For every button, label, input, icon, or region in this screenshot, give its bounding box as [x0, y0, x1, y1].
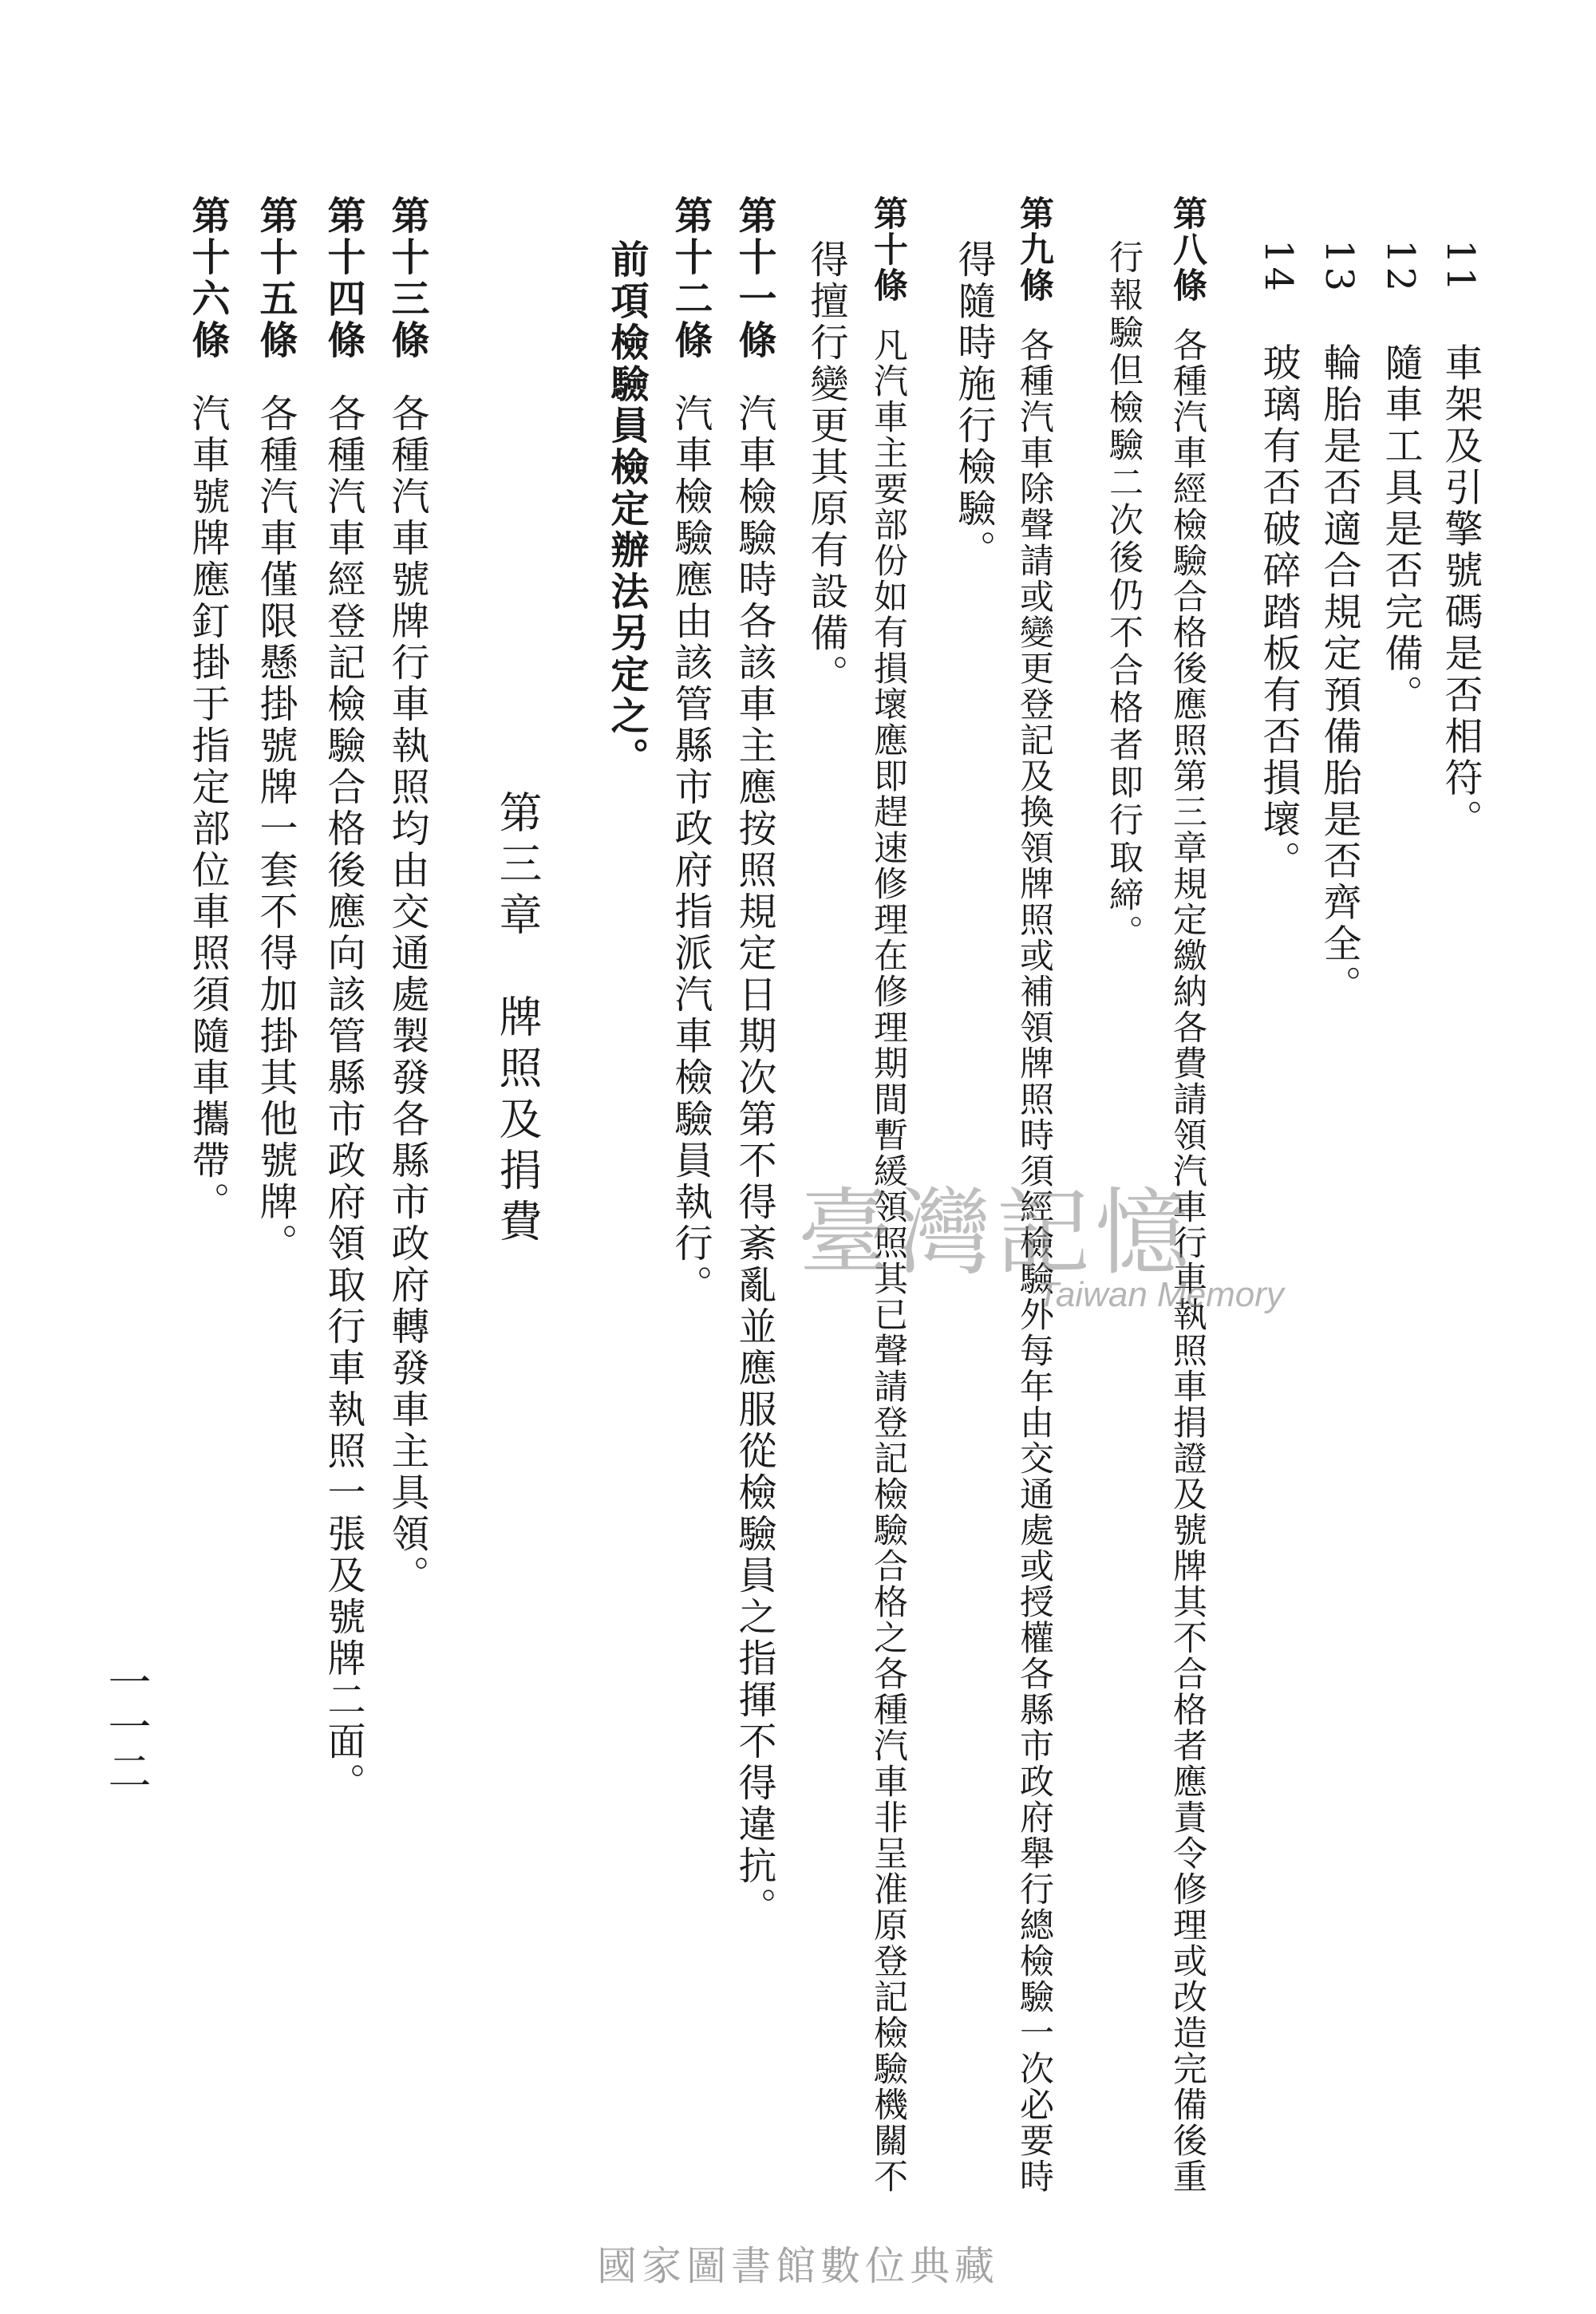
item-11-number: 11 [1438, 239, 1483, 295]
article-10-text-1: 凡汽車主要部份如有損壞應即趕速修理在修理期間暫緩領照其已聲請登記檢驗合格之各種汽車非呈准原登記檢驗機關不 [868, 327, 908, 2194]
article-14-line-1 [319, 195, 367, 1804]
article-9-text-2: 得隨時施行檢驗。 [951, 239, 996, 571]
article-13-label: 第十三條 [385, 195, 429, 361]
article-12-line-2 [602, 239, 650, 779]
article-15-line-1 [251, 195, 299, 1265]
article-12-text-2: 前項檢驗員檢定辦法另定之。 [604, 239, 649, 779]
article-16-text-1: 汽車號牌應釘掛于指定部位車照須隨車攜帶。 [185, 393, 230, 1223]
article-14-label: 第十四條 [321, 195, 365, 361]
item-12-number: 12 [1378, 239, 1423, 295]
watermark-text: 臺灣記憶 [798, 1178, 1195, 1288]
article-9-line-2 [950, 239, 998, 571]
watermark [798, 1157, 1309, 1341]
item-14-text: 玻璃有否破碎踏板有否損壞。 [1256, 342, 1301, 883]
article-16-line-1 [184, 195, 231, 1223]
article-13-text-1: 各種汽車號牌行車執照均由交通處製發各縣市政府轉發車主具領。 [385, 393, 429, 1597]
article-10-text-2: 得擅行變更其原有設備。 [804, 239, 848, 696]
article-12-text-1: 汽車檢驗應由該管縣市政府指派汽車檢驗員執行。 [668, 393, 713, 1306]
item-11-text: 車架及引擎號碼是否相符。 [1438, 342, 1483, 841]
article-11-line-1 [730, 195, 778, 1929]
item-13 [1315, 239, 1363, 1006]
footer-collection-label: 國家圖書館數位典藏 [597, 2243, 999, 2289]
article-13-line-1 [383, 195, 431, 1597]
article-10-label: 第十條 [868, 195, 908, 303]
article-9-label: 第九條 [1014, 195, 1054, 303]
item-12-text: 隨車工具是否完備。 [1378, 342, 1423, 717]
page-number: 一一二 [101, 1660, 152, 1794]
article-12-line-1 [666, 195, 714, 1306]
article-9-text-1: 各種汽車除聲請或變更登記及換領牌照或補領牌照時須經檢驗外每年由交通處或授權各縣市政府舉行總檢驗一次必要時 [1014, 327, 1054, 2194]
item-11 [1436, 239, 1484, 840]
article-15-label: 第十五條 [253, 195, 298, 361]
article-11-label: 第十一條 [732, 195, 776, 361]
watermark-subtitle: Taiwan Memory [1037, 1275, 1284, 1314]
article-12-label: 第十二條 [668, 195, 713, 361]
article-8-text-1: 各種汽車經檢驗合格後應照第三章規定繳納各費請領汽車行車執照車捐證及號牌其不合格者應責令修理或改造完備後重 [1167, 327, 1207, 2194]
article-11-text-1: 汽車檢驗時各該車主應按照規定日期次第不得紊亂並應服從檢驗員之指揮不得違抗。 [732, 393, 776, 1929]
item-13-number: 13 [1317, 239, 1361, 295]
article-14-text-1: 各種汽車經登記檢驗合格後應向該管縣市政府領取行車執照一張及號牌二面。 [321, 393, 365, 1804]
item-14 [1254, 239, 1302, 882]
article-16-label: 第十六條 [185, 195, 230, 361]
article-8-text-2: 行報驗但檢驗二次後仍不合格者即行取締。 [1104, 239, 1144, 952]
article-10-line-2 [802, 239, 850, 696]
chapter-heading: 第三章 牌照及捐費 [492, 790, 543, 1250]
item-12 [1377, 239, 1424, 716]
item-14-number: 14 [1256, 239, 1301, 295]
article-8-line-2 [1101, 239, 1146, 952]
article-8-label: 第八條 [1167, 195, 1207, 303]
item-13-text: 輪胎是否適合規定預備胎是否齊全。 [1317, 342, 1361, 1007]
article-15-text-1: 各種汽車僅限懸掛號牌一套不得加掛其他號牌。 [253, 393, 298, 1265]
